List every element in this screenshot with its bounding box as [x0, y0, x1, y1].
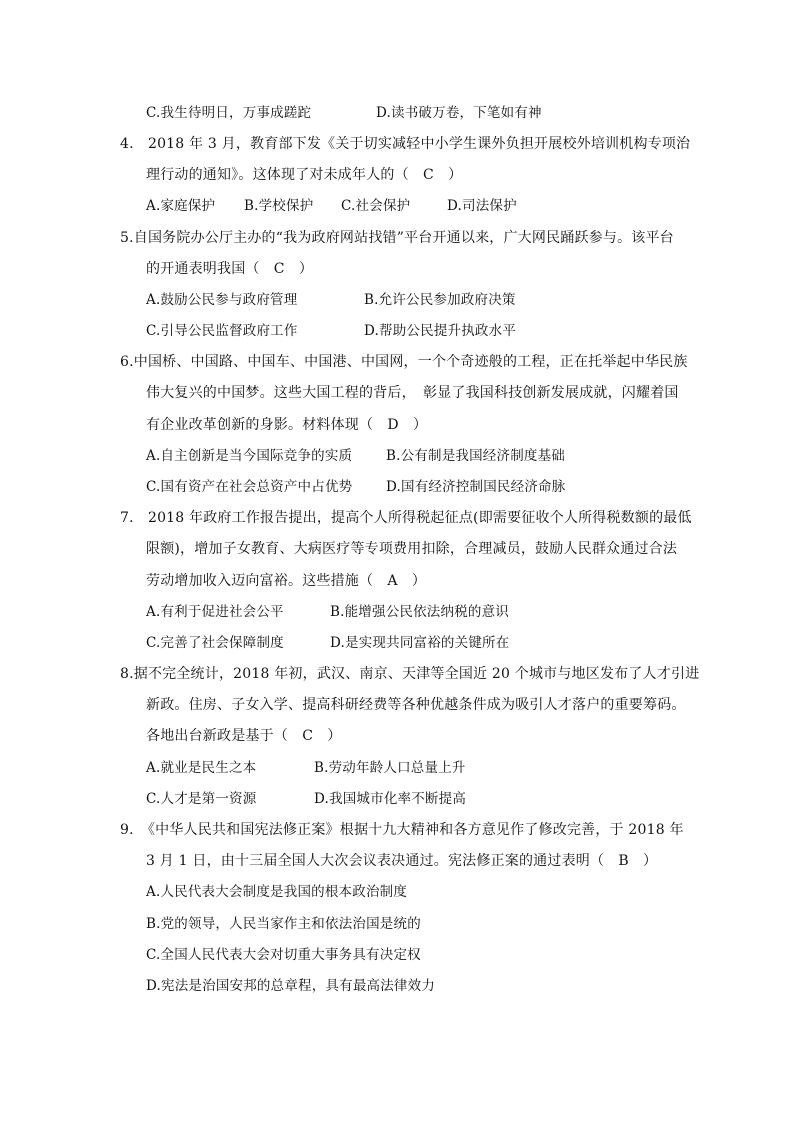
q9-option-b: B.党的领导，人民当家作主和依法治国是统的	[146, 916, 421, 932]
q7-stem-line-2: 限额)，增加子女教育、大病医疗等专项费用扣除，合理减员，鼓励人民群众通过合法	[146, 541, 678, 557]
q4-option-c: C.社会保护	[341, 198, 411, 214]
q8-option-c: C.人才是第一资源	[146, 791, 257, 807]
q4-option-b: B.学校保护	[244, 198, 314, 214]
q7-stem-line-3: 劳动增加收入迈向富裕。这些措施（ A ）	[146, 573, 427, 589]
q9-stem-line-2: 3 月 1 日，由十三届全国人大次会议表决通过。宪法修正案的通过表明（ B ）	[146, 853, 658, 869]
q5-option-d: D.帮助公民提升执政水平	[364, 323, 517, 339]
q8-stem-line-2: 新政。住房、子女入学、提高科研经费等各种优越条件成为吸引人才落户的重要筹码。	[146, 697, 686, 713]
q5-option-a: A.鼓励公民参与政府管理	[146, 292, 298, 308]
q7-option-d: D.是实现共同富裕的关键所在	[330, 635, 510, 651]
q7-option-c: C.完善了社会保障制度	[146, 635, 284, 651]
q8-option-a: A.就业是民生之本	[146, 760, 257, 776]
q6-option-c: C.国有资产在社会总资产中占优势	[146, 479, 353, 495]
q8-option-d: D.我国城市化率不断提高	[314, 791, 467, 807]
q5-option-b: B.允许公民参加政府决策	[364, 292, 516, 308]
q8-stem-line-3: 各地出台新政是基于（ C ）	[146, 728, 342, 744]
q8-stem-line-1: 8.据不完全统计，2018 年初，武汉、南京、天津等全国近 20 个城市与地区发布了人才引进	[120, 666, 700, 682]
q8-option-b: B.劳动年龄人口总量上升	[314, 760, 466, 776]
q6-stem-line-2: 伟大复兴的中国梦。这些大国工程的背后， 彰显了我国科技创新发展成就，闪耀着国	[146, 385, 679, 401]
q4-option-d: D.司法保护	[447, 198, 517, 214]
q9-option-c: C.全国人民代表大会对切重大事务具有决定权	[146, 947, 421, 963]
q6-stem-line-1: 6.中国桥、中国路、中国车、中国港、中国网，一个个奇迹般的工程，正在托举起中华民族	[120, 354, 688, 370]
q3-option-d: D.读书破万卷，下笔如有神	[376, 105, 542, 121]
q4-option-a: A.家庭保护	[146, 198, 216, 214]
q5-stem-line-1: 5.自国务院办公厅主办的“我为政府网站找错”平台开通以来，广大网民踊跃参与。该平台	[120, 230, 674, 246]
q6-option-a: A.自主创新是当今国际竞争的实质	[146, 448, 353, 464]
q7-option-a: A.有利于促进社会公平	[146, 604, 284, 620]
q5-stem-line-2: 的开通表明我国（ C ）	[146, 261, 314, 277]
q4-stem-line-2: 理行动的通知》。这体现了对未成年人的（ C ）	[146, 167, 463, 183]
q9-option-a: A.人民代表大会制度是我国的根本政治制度	[146, 884, 408, 900]
q9-stem-line-1: 9. 《中华人民共和国宪法修正案》根据十九大精神和各方意见作了修改完善，于 2018 年	[120, 822, 684, 838]
q4-stem-line-1: 4. 2018 年 3 月，教育部下发《关于切实减轻中小学生课外负担开展校外培训机构专项治	[120, 136, 691, 152]
q5-option-c: C.引导公民监督政府工作	[146, 323, 298, 339]
q6-option-d: D.国有经济控制国民经济命脉	[386, 479, 566, 495]
q3-option-c: C.我生待明日，万事成蹉跎	[146, 105, 312, 121]
q6-option-b: B.公有制是我国经济制度基础	[386, 448, 566, 464]
q7-option-b: B.能增强公民依法纳税的意识	[330, 604, 510, 620]
q9-option-d: D.宪法是治国安邦的总章程，具有最高法律效力	[146, 978, 436, 994]
q6-stem-line-3: 有企业改革创新的身影。材料体现（ D ）	[146, 417, 428, 433]
q7-stem-line-1: 7. 2018 年政府工作报告提出，提高个人所得税起征点(即需要征收个人所得税数额的最低	[120, 510, 692, 526]
